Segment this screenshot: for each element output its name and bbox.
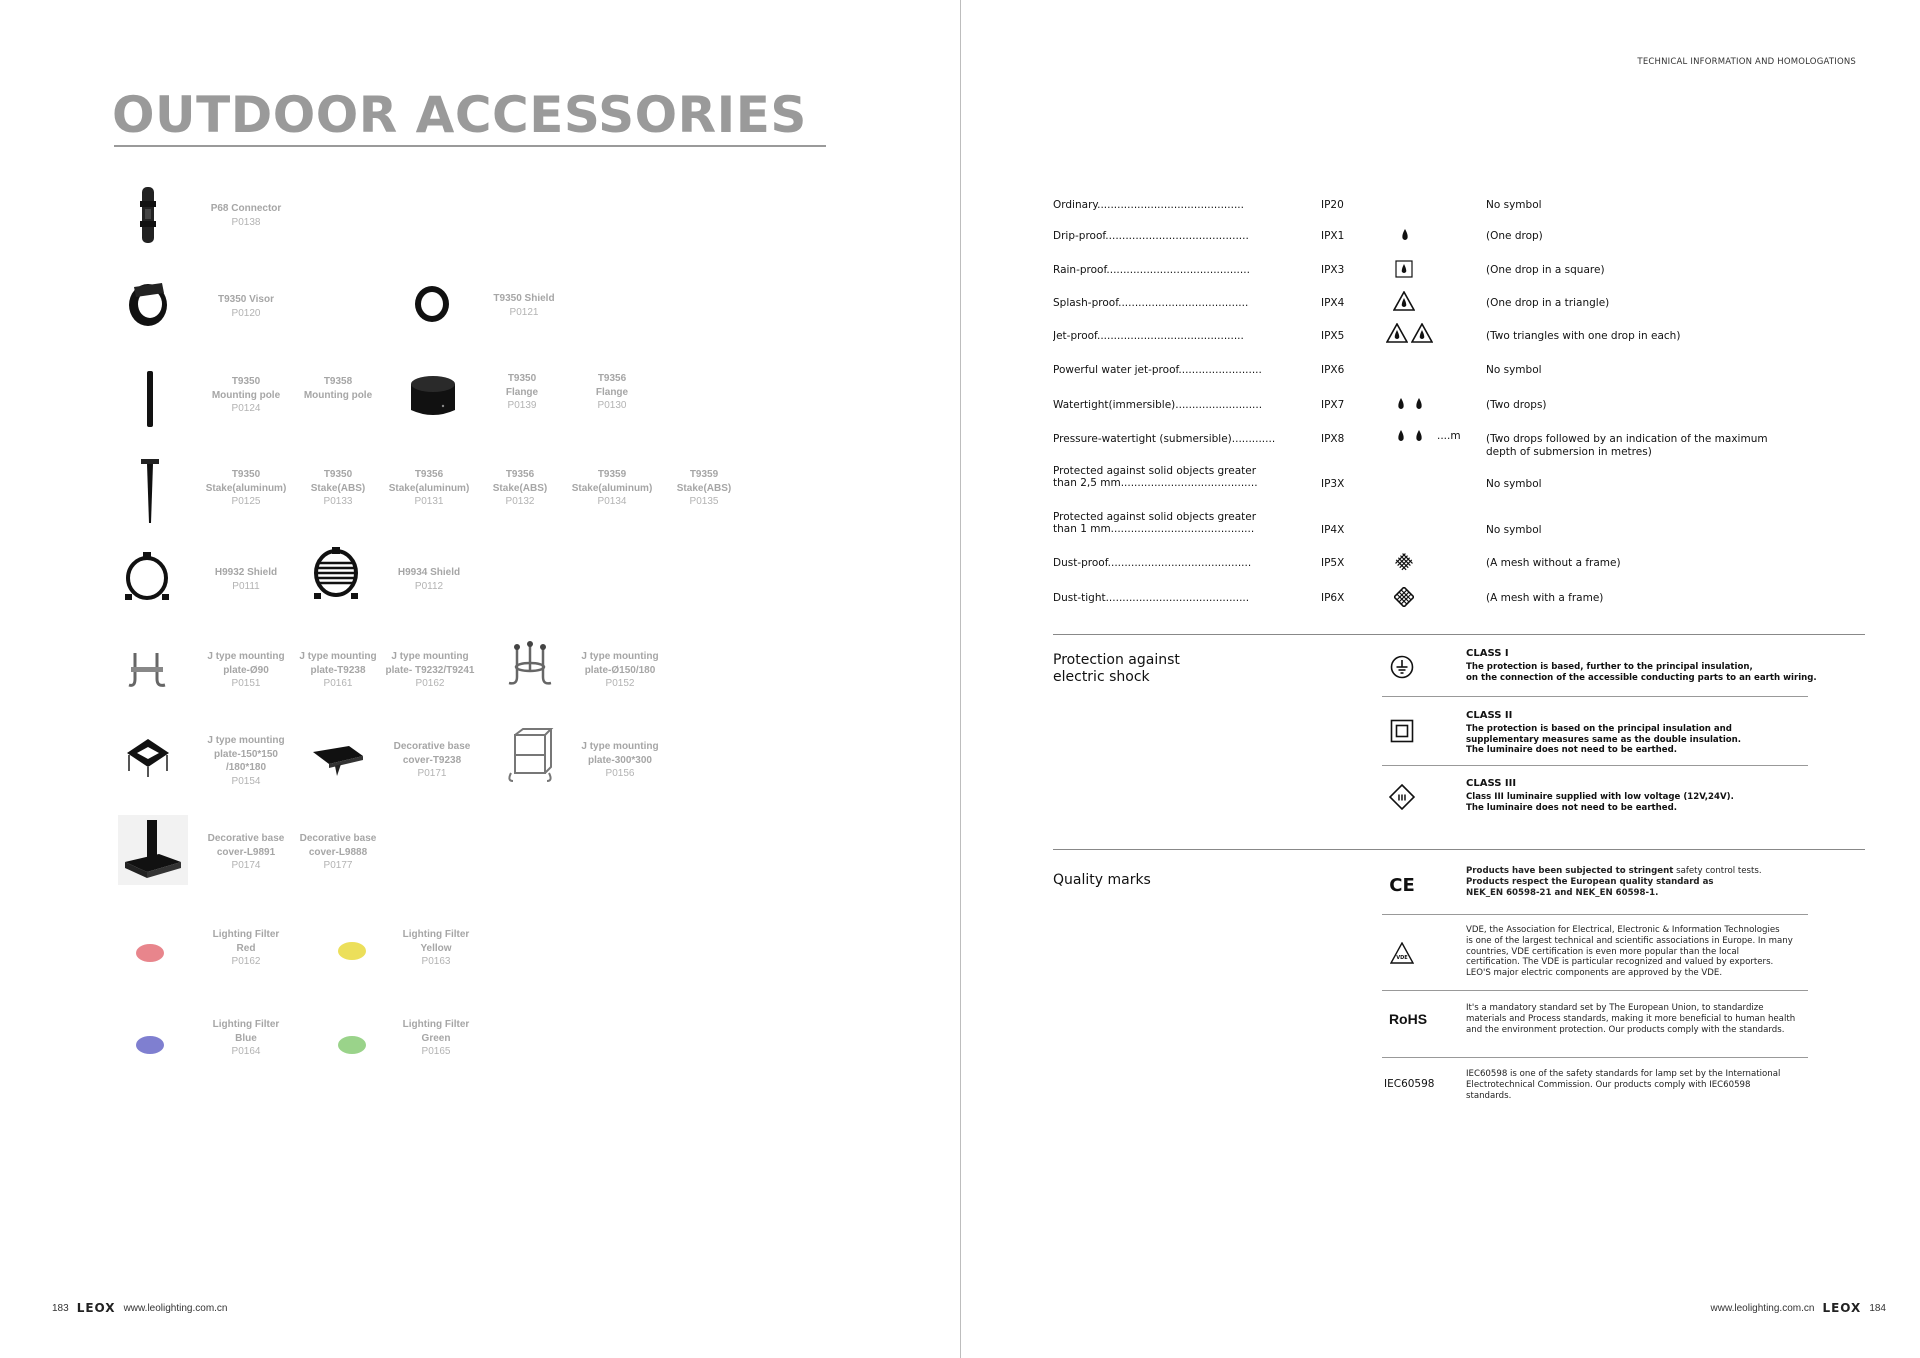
item-caption: Lighting Filter Green P0165 xyxy=(402,1019,470,1057)
yellow-filter-image xyxy=(336,940,368,962)
row-divider xyxy=(1382,696,1808,697)
class-description: The protection is based on the principal insulation and supplementary measures same as the double insulation. The luminaire does not need to be earthed. xyxy=(1466,724,1742,755)
shield-ring-image xyxy=(411,283,453,325)
class-title: CLASS I xyxy=(1466,648,1509,659)
class-description: Class III luminaire supplied with low voltage (12V,24V). The luminaire does not need to be earthed. xyxy=(1466,792,1734,813)
stake-image xyxy=(138,458,162,524)
quality-description: IEC60598 is one of the safety standards for lamp set by the International Electrotechnical Commission. Our products comply with IEC60598 standards. xyxy=(1466,1069,1781,1101)
square-frame-mount-image xyxy=(504,726,558,786)
item-caption: Lighting Filter Red P0162 xyxy=(212,929,280,967)
item-caption: H9934 Shield P0112 xyxy=(397,567,461,592)
brand-logo: LEOX xyxy=(76,1301,116,1315)
iec-mark-label: IEC60598 xyxy=(1384,1078,1435,1090)
vde-mark-icon xyxy=(1384,940,1420,966)
class-title: CLASS III xyxy=(1466,778,1517,789)
item-caption: Decorative base cover-T9238 P0171 xyxy=(393,741,471,779)
mounting-pole-image xyxy=(140,370,160,428)
two-drops-icon xyxy=(1397,398,1423,410)
class-title: CLASS II xyxy=(1466,710,1513,721)
item-caption: T9356 Stake(ABS) P0132 xyxy=(492,469,548,507)
class-description: The protection is based, further to the principal insulation, on the connection of the accessible conducting parts to an earth wiring. xyxy=(1466,662,1817,683)
h9934-shield-image xyxy=(310,546,362,602)
item-caption: T9359 Stake(ABS) P0135 xyxy=(676,469,732,507)
item-caption: J type mounting plate-150*150 /180*180 P0154 xyxy=(207,735,285,787)
section-header: TECHNICAL INFORMATION AND HOMOLOGATIONS xyxy=(1637,57,1856,67)
page-spine xyxy=(960,0,961,1358)
drop-icon xyxy=(1401,229,1409,241)
page-number: 183 xyxy=(52,1302,69,1314)
mesh-icon xyxy=(1394,552,1414,572)
class-three-diamond-icon xyxy=(1384,784,1420,810)
section-divider xyxy=(1053,634,1865,635)
shock-section-title: Protection against electric shock xyxy=(1053,652,1180,685)
two-triangles-icon xyxy=(1386,323,1433,343)
website-link[interactable]: www.leolighting.com.cn xyxy=(123,1302,228,1314)
flange-image xyxy=(408,372,458,422)
item-caption: J type mounting plate-Ø150/180 P0152 xyxy=(581,651,659,689)
rohs-mark-icon: RoHS xyxy=(1388,1011,1428,1027)
j-mount-plate-image xyxy=(124,650,170,692)
row-divider xyxy=(1382,990,1808,991)
right-footer xyxy=(1711,1301,1887,1315)
earth-ground-icon xyxy=(1384,654,1420,680)
j-mount-ring-image xyxy=(504,640,556,690)
item-caption: Lighting Filter Blue P0164 xyxy=(212,1019,280,1057)
brand-logo: LEOX xyxy=(1822,1301,1862,1315)
item-caption: Decorative base cover-L9888 P0177 xyxy=(299,833,377,871)
item-caption: J type mounting plate-Ø90 P0151 xyxy=(207,651,285,689)
page-title: OUTDOOR ACCESSORIES xyxy=(112,86,807,144)
item-caption: Lighting Filter Yellow P0163 xyxy=(402,929,470,967)
quality-section-title: Quality marks xyxy=(1053,872,1151,888)
item-caption: J type mounting plate- T9232/T9241 P0162 xyxy=(385,651,475,689)
item-caption: T9359 Stake(aluminum) P0134 xyxy=(571,469,653,507)
drop-in-square-icon xyxy=(1395,260,1413,278)
mesh-frame-icon xyxy=(1394,587,1414,607)
item-caption: T9350 Visor P0120 xyxy=(218,294,274,319)
two-drops-depth-icon: ....m xyxy=(1397,430,1461,442)
item-caption: T9350 Mounting pole P0124 xyxy=(211,376,281,414)
square-mount-plate-image xyxy=(122,734,174,780)
row-divider xyxy=(1382,765,1808,766)
visor-image xyxy=(122,278,174,330)
row-divider xyxy=(1382,914,1808,915)
item-caption: T9350 Stake(ABS) P0133 xyxy=(310,469,366,507)
item-caption: T9356 Flange P0130 xyxy=(595,373,629,411)
double-square-icon xyxy=(1384,718,1420,744)
item-caption: T9356 Stake(aluminum) P0131 xyxy=(388,469,470,507)
h9932-shield-image xyxy=(122,549,172,603)
drop-in-triangle-icon xyxy=(1393,291,1415,311)
item-caption: H9932 Shield P0111 xyxy=(214,567,278,592)
decorative-base-photo xyxy=(118,815,188,885)
item-caption: T9350 Shield P0121 xyxy=(493,293,555,318)
left-footer xyxy=(52,1301,228,1315)
quality-description: Products have been subjected to stringent safety control tests. Products respect the European quality standard as NEK_EN 60598-21 and NEK_EN 60598-1. xyxy=(1466,866,1762,898)
item-caption: T9350 Stake(aluminum) P0125 xyxy=(205,469,287,507)
green-filter-image xyxy=(336,1034,368,1056)
decorative-cover-image xyxy=(310,740,366,780)
item-caption: J type mounting plate-T9238 P0161 xyxy=(299,651,377,689)
item-caption: T9350 Flange P0139 xyxy=(505,373,539,411)
section-divider xyxy=(1053,849,1865,850)
svg-text:VDE: VDE xyxy=(1396,955,1408,961)
ce-mark-icon: CE xyxy=(1389,874,1415,896)
red-filter-image xyxy=(134,942,166,964)
website-link[interactable]: www.leolighting.com.cn xyxy=(1710,1302,1815,1314)
title-underline xyxy=(114,145,826,147)
page-number: 184 xyxy=(1869,1302,1886,1314)
quality-description: It's a mandatory standard set by The European Union, to standardize materials and Process standards, making it more beneficial to human health and the environment protection. Our products comply with the standards. xyxy=(1466,1003,1796,1035)
svg-text:III: III xyxy=(1397,793,1407,803)
item-caption: Decorative base cover-L9891 P0174 xyxy=(207,833,285,871)
row-divider xyxy=(1382,1057,1808,1058)
item-caption: P68 Connector P0138 xyxy=(210,203,282,228)
quality-description: VDE, the Association for Electrical, Electronic & Information Technologies is one of the largest technical and scientific associations in Europe. In many countries, VDE certification is even more popular than the local certification. The VDE is particular recognized and valued by exporters. LEO'S major electric components are approved by the VDE. xyxy=(1466,925,1793,979)
item-caption: T9358 Mounting pole xyxy=(303,376,373,401)
p68-connector-image xyxy=(134,185,162,245)
blue-filter-image xyxy=(134,1034,166,1056)
item-caption: J type mounting plate-300*300 P0156 xyxy=(581,741,659,779)
